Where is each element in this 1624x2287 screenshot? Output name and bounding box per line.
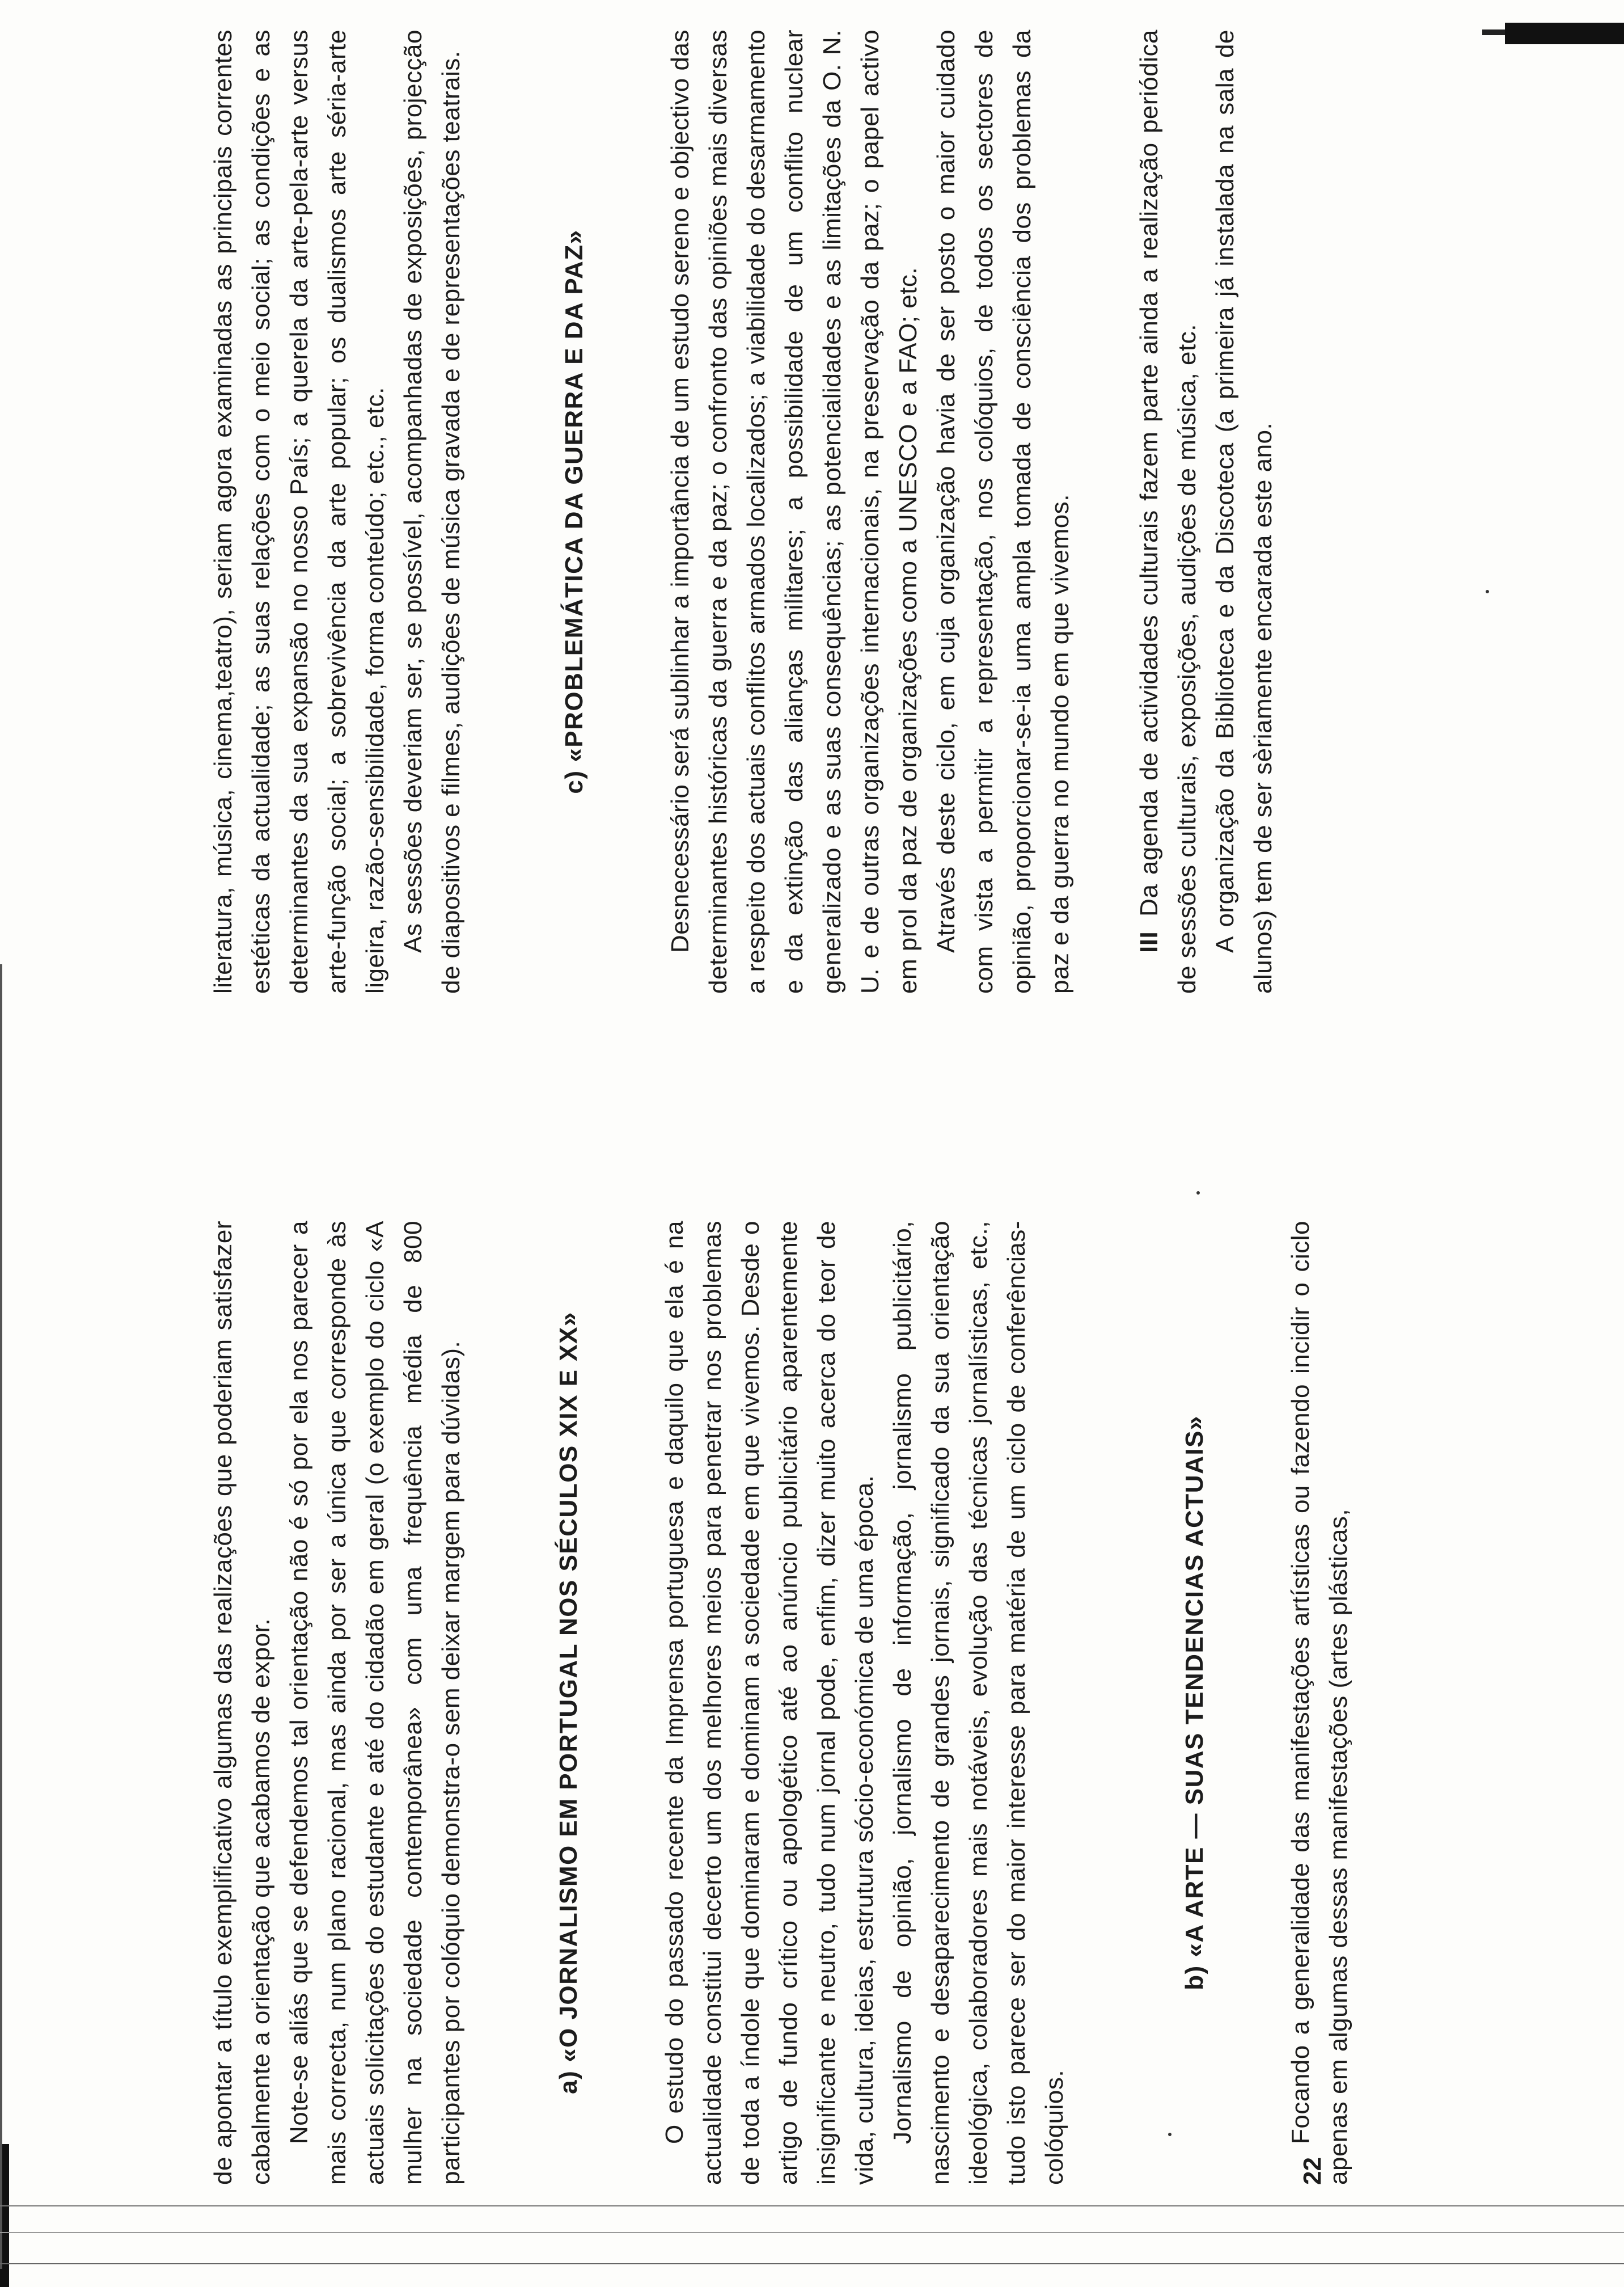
- paragraph: Jornalismo de opinião, jornalismo de informação, jornalismo publicitário, nascimento e desaparecimento de grandes jornais, significado da sua orientação ideológica, colaboradores mais notáveis, evolução das técnicas jornalísticas, etc., tudo isto parece ser do maior interesse para matéria de um ciclo de conferências-colóquios.: [889, 1221, 1068, 2185]
- paragraph: literatura, música, cinema,teatro), seriam agora examinadas as principais correntes estéticas da actualidade; as suas relações com o meio social; as condições e as determinantes da sua expansão no nosso País; a querela da arte-pela-arte versus arte-função social; a sobrevivência da arte popular; os dualismos arte séria-arte ligeira, razão-sensibilidade, forma conteúdo; etc., etc.: [209, 29, 389, 994]
- section-heading-c: c) «PROBLEMÁTICA DA GUERRA E DA PAZ»: [560, 229, 588, 794]
- paragraph: de apontar a título exemplificativo algumas das realizações que poderiam satisfazer cabalmente a orientação que acabamos de expor.: [209, 1221, 275, 2185]
- paragraph: As sessões deveriam ser, se possível, acompanhadas de exposições, projecção de diapositivos e filmes, audições de música gravada e de representações teatrais.: [399, 29, 465, 994]
- page-number: 22: [1299, 2157, 1326, 2185]
- paragraph: A organização da Biblioteca e da Discoteca (a primeira já instalada na sala de alunos) tem de ser sèriamente encarada este ano.: [1211, 29, 1277, 994]
- paragraph: Através deste ciclo, em cuja organização havia de ser posto o maior cuidado com vista a permitir a representação, nos colóquios, de todos os sectores de opinião, proporcionar-se-ia uma ampla tomada de consciência dos problemas da paz e da guerra no mundo em que vivemos.: [932, 29, 1074, 994]
- paragraph: O estudo do passado recente da Imprensa portuguesa e daquilo que ela é na actualidade constitui decerto um dos melhores meios para penetrar nos problemas de toda a índole que dominaram e dominam a sociedade em que vivemos. Desde o artigo de fundo crítico ou apologético até ao anúncio publicitário aparentemente insignificante e neutro, tudo num jornal pode, enfim, dizer muito acerca do teor de vida, cultura, ideias, estrutura sócio-económica de uma época.: [661, 1221, 878, 2185]
- paragraph: Note-se aliás que se defendemos tal orientação não é só por ela nos parecer a mais correcta, num plano racional, mas ainda por ser a única que corresponde às actuais solicitações do estudante e até do cidadão em geral (o exemplo do ciclo «A mulher na sociedade contemporânea» com uma frequência média de 800 participantes por colóquio demonstra-o sem deixar margem para dúvidas).: [285, 1221, 465, 2185]
- section-number: III: [1135, 931, 1163, 953]
- section-heading-b: b) «A ARTE — SUAS TENDENCIAS ACTUAIS»: [1181, 1415, 1208, 1990]
- right-column: [204, 29, 1282, 994]
- left-column: [204, 1221, 1357, 2185]
- paragraph-text: Da agenda de actividades culturais fazem parte ainda a realização periódica de sessões culturais, exposições, audições de música, etc.: [1135, 29, 1201, 994]
- paragraph: [1130, 29, 1206, 994]
- paragraph: Focando a generalidade das manifestações artísticas ou fazendo incidir o ciclo apenas em algumas dessas manifestações (artes plásticas,: [1287, 1221, 1352, 2185]
- paragraph: Desnecessário será sublinhar a importância de um estudo sereno e objectivo das determinantes históricas da guerra e da paz; o confronto das opiniões mais diversas a respeito dos actuais conflitos armados localizados; a viabilidade do desarmamento e da extinção das alianças militares; a possibilidade de um conflito nuclear generalizado e as suas consequências; as potencialidades e as limitações da O. N. U. e de outras organizações internacionais, na preservação da paz; o papel activo em prol da paz de organizações como a UNESCO e a FAO; etc.: [666, 29, 922, 994]
- section-heading-a: a) «O JORNALISMO EM PORTUGAL NOS SÉCULOS XIX E XX»: [555, 1311, 582, 2094]
